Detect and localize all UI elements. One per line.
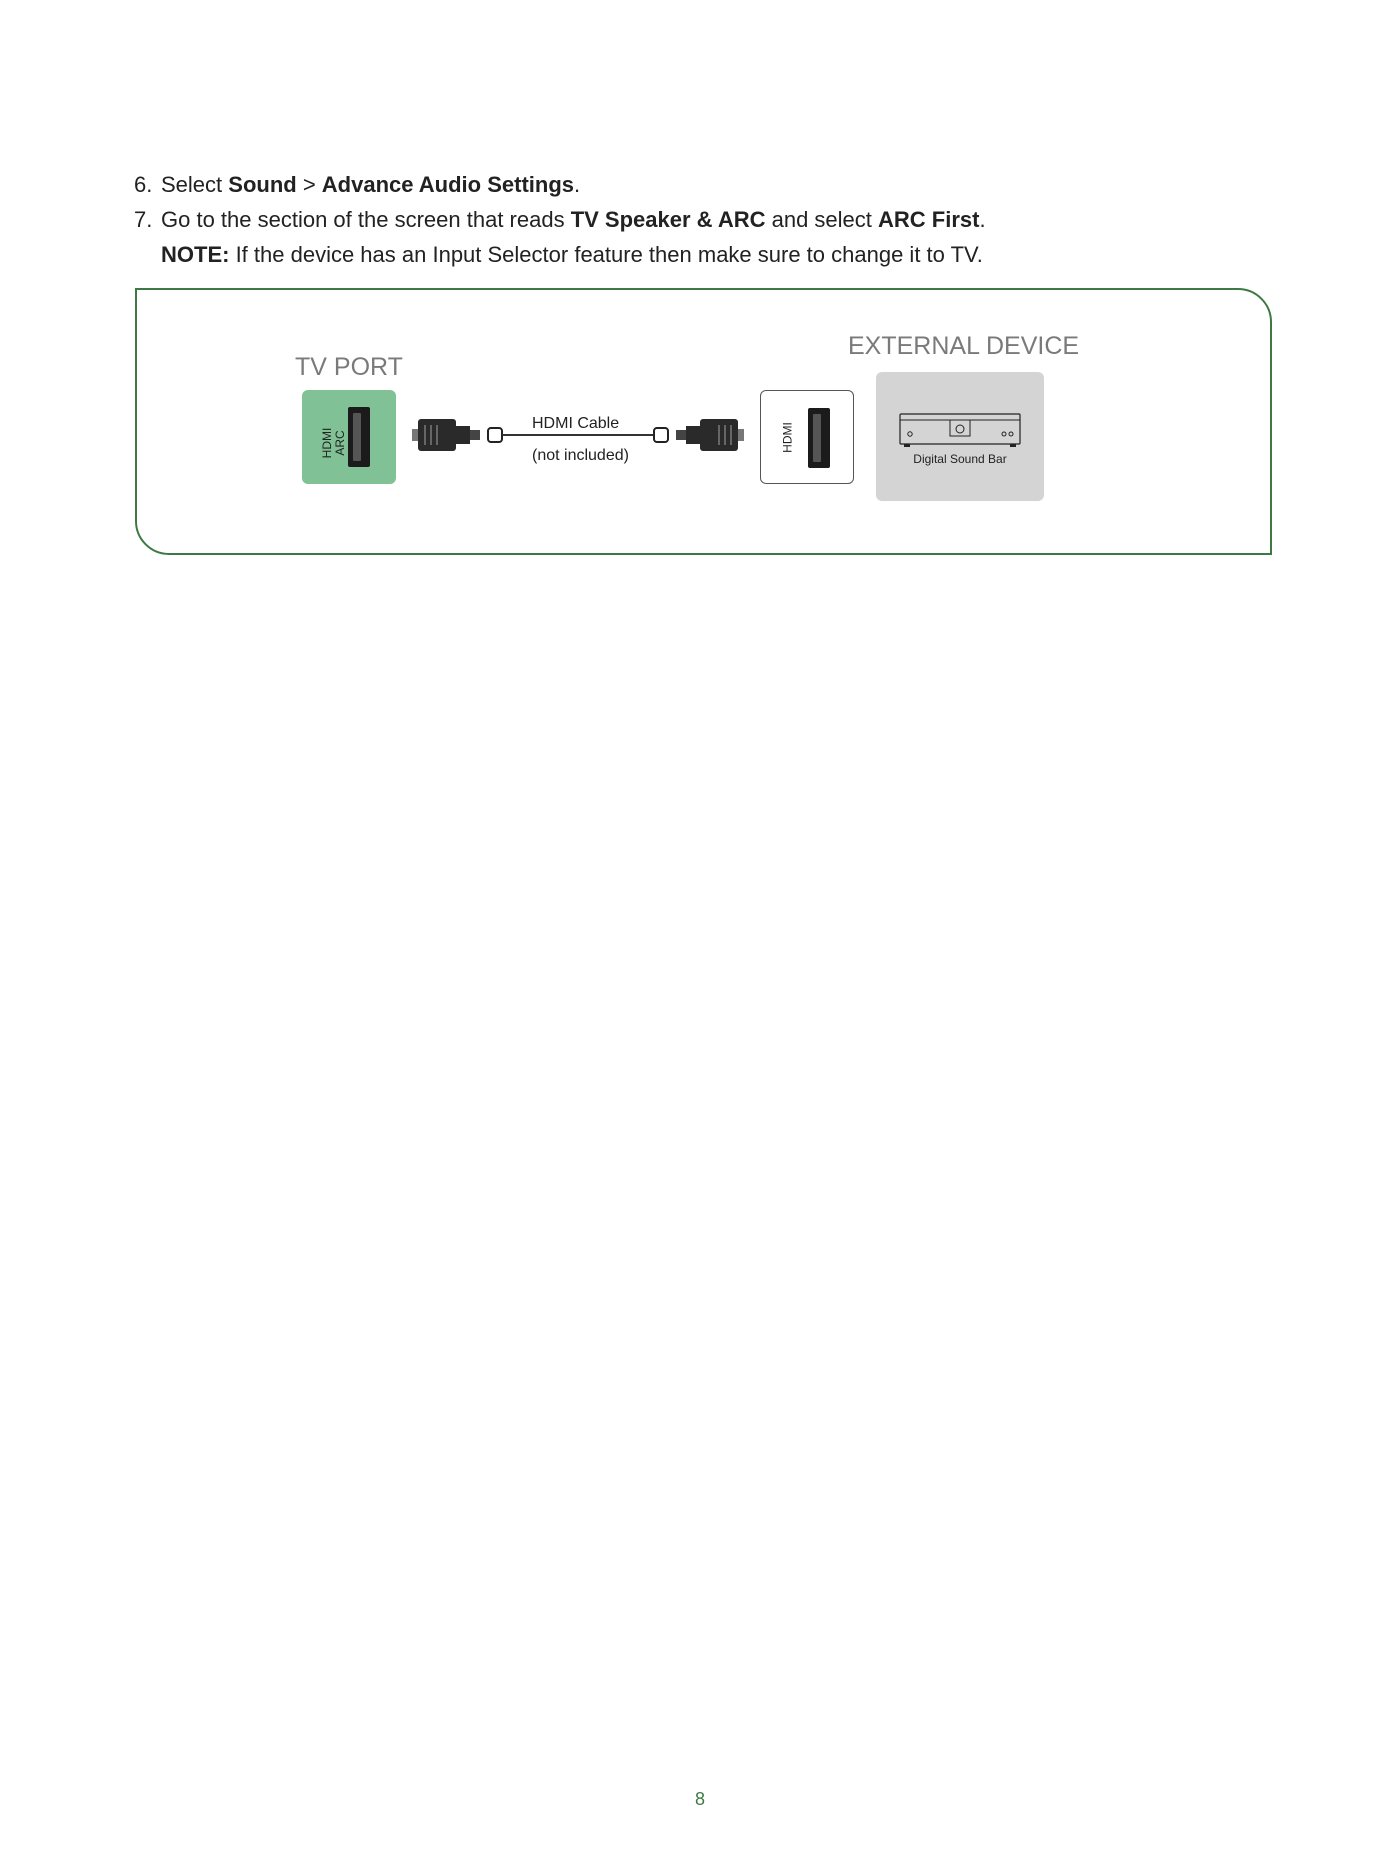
page-number: 8 [694,1789,705,1809]
step-6 [134,171,580,199]
menu-arc-first: ARC First [878,207,980,232]
hdmi-cable-label: HDMI Cable [532,415,620,432]
hdmi-plug-icon [412,419,502,451]
device-name: Digital Sound Bar [913,452,1007,466]
hdmi-socket-icon [348,407,370,467]
device-hdmi-port [760,390,854,484]
menu-tv-speaker-arc: TV Speaker & ARC [570,207,766,232]
tv-port-label-line-1: HDMI [320,427,334,459]
menu-sound: Sound [228,172,297,197]
step-text: Go to the section of the screen that reads [161,207,571,232]
menu-advance-audio-settings: Advance Audio Settings [321,172,574,197]
step-text: > [296,172,322,197]
tv-port-heading: TV PORT [295,353,403,381]
step-text: and select [765,207,879,232]
tv-port-label-line-2: ARC [333,430,347,456]
hdmi-plug-icon [654,419,744,451]
external-device-heading: EXTERNAL DEVICE [848,332,1080,360]
tv-port-label [321,413,347,473]
step-text: Select [161,172,229,197]
step-number: 6. [134,172,153,197]
step-7 [134,206,986,234]
soundbar-icon [896,412,1024,448]
device-port-label: HDMI [780,422,795,453]
step-text: . [979,207,986,232]
note-text: If the device has an Input Selector feature then make sure to change it to TV. [229,242,983,267]
step-number: 7. [134,207,153,232]
cable-not-included-note: (not included) [532,447,629,464]
external-device-card [876,372,1044,501]
step-text: . [574,172,581,197]
tv-hdmi-arc-port [302,390,396,484]
hdmi-socket-icon [808,408,830,468]
note [161,241,983,269]
note-label: NOTE: [161,242,230,267]
